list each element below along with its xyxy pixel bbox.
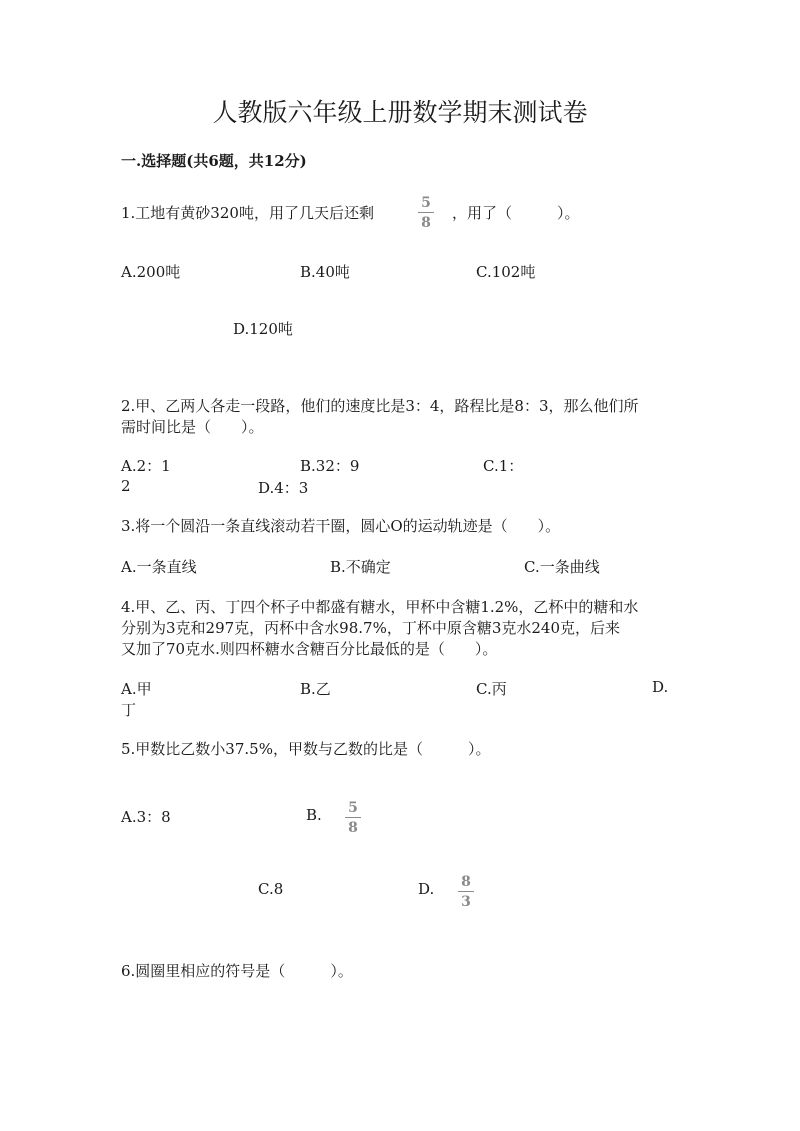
q5-option-d-label[interactable]: D. (418, 880, 435, 898)
q5-option-b-fraction (345, 801, 361, 835)
q5-stem: 5.甲数比乙数小37.5%，甲数与乙数的比是（ ）。 (121, 740, 491, 758)
page-title: 人教版六年级上册数学期末测试卷 (212, 98, 588, 127)
q1-option-d[interactable]: D.120吨 (233, 320, 293, 338)
q6-stem: 6.圆圈里相应的符号是（ ）。 (121, 962, 353, 980)
q2-option-a[interactable]: A.2：1 (121, 457, 171, 475)
q1-fraction-denominator: 8 (421, 215, 431, 231)
q4-option-a[interactable]: A.甲 (121, 680, 152, 698)
q5-option-d-fraction (458, 875, 474, 909)
q4-stem-line1: 4.甲、乙、丙、丁四个杯子中都盛有糖水，甲杯中含糖1.2%，乙杯中的糖和水 (121, 598, 639, 616)
q2-option-b[interactable]: B.32：9 (300, 457, 360, 475)
q4-stem-line2: 分别为3克和297克，丙杯中含水98.7%，丁杯中原含糖3克水240克，后来 (121, 619, 621, 637)
q3-option-a[interactable]: A.一条直线 (121, 558, 197, 576)
q3-option-b[interactable]: B.不确定 (330, 558, 391, 576)
q5-option-d-numerator: 8 (461, 874, 471, 890)
q5-option-d-denominator: 3 (461, 894, 471, 910)
q1-option-a[interactable]: A.200吨 (121, 263, 181, 281)
q5-option-a[interactable]: A.3：8 (121, 808, 171, 826)
q5-option-d-fraction-bar (458, 891, 474, 892)
q2-stem-line1: 2.甲、乙两人各走一段路，他们的速度比是3：4，路程比是8：3，那么他们所 (121, 397, 639, 415)
q1-fraction-bar (418, 212, 434, 213)
section-heading: 一.选择题(共6题，共12分) (121, 152, 307, 170)
q1-option-c[interactable]: C.102吨 (476, 263, 536, 281)
q4-option-b[interactable]: B.乙 (300, 680, 331, 698)
q5-option-b-numerator: 5 (348, 800, 358, 816)
q2-option-c[interactable]: C.1： (483, 457, 524, 475)
q3-stem: 3.将一个圆沿一条直线滚动若干圈，圆心O的运动轨迹是（ ）。 (121, 517, 561, 535)
q2-option-c-continued: 2 (121, 477, 131, 495)
q2-stem-line2: 需时间比是（ ）。 (121, 418, 264, 436)
q4-stem-line3: 又加了70克水.则四杯糖水含糖百分比最低的是（ ）。 (121, 640, 498, 658)
q2-option-d[interactable]: D.4：3 (258, 479, 309, 497)
q5-option-c[interactable]: C.8 (258, 880, 284, 898)
q4-option-c[interactable]: C.丙 (476, 680, 507, 698)
q5-option-b-label[interactable]: B. (306, 806, 322, 824)
q1-stem-part1: 1.工地有黄砂320吨，用了几天后还剩 (121, 204, 374, 222)
q1-fraction (418, 196, 434, 230)
q4-option-d[interactable]: D. (652, 678, 669, 696)
q1-fraction-numerator: 5 (421, 195, 431, 211)
q4-option-d-continued: 丁 (121, 701, 137, 719)
q1-stem-part2: ，用了（ ）。 (452, 204, 580, 222)
q5-option-b-fraction-bar (345, 817, 361, 818)
q5-option-b-denominator: 8 (348, 820, 358, 836)
q3-option-c[interactable]: C.一条曲线 (524, 558, 600, 576)
q1-option-b[interactable]: B.40吨 (300, 263, 350, 281)
